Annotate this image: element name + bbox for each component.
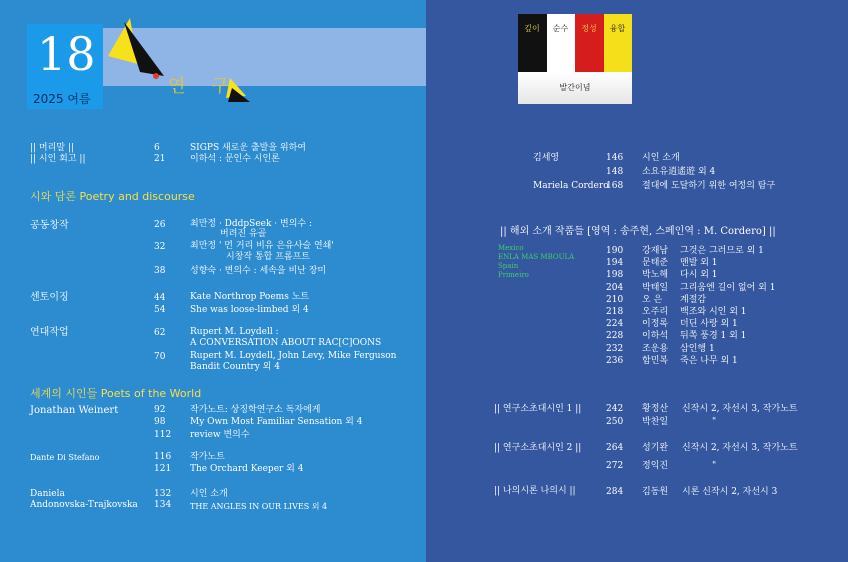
poetry-heading: 시와 담론 Poetry and discourse bbox=[30, 190, 195, 203]
invited-label: || 연구소초대시인 2 || bbox=[494, 443, 582, 453]
entry-title: 최만정 ' 먼 거리 비유 은유사슬 연쇄' bbox=[190, 241, 334, 251]
author-name: 박찬일 bbox=[642, 417, 669, 427]
page-number: 98 bbox=[154, 417, 166, 427]
author-name: 이하석 bbox=[642, 331, 669, 342]
section-label: || 시인 회고 || bbox=[30, 154, 86, 164]
page-number: 132 bbox=[154, 489, 172, 499]
poet-name: Dante Di Stefano bbox=[30, 453, 100, 462]
page-number: 134 bbox=[154, 500, 172, 510]
stripe-black: 깊이 bbox=[518, 14, 547, 72]
page-number: 232 bbox=[606, 343, 624, 354]
entry-title: My Own Most Familiar Sensation 외 4 bbox=[190, 417, 363, 427]
page-number: 121 bbox=[154, 464, 172, 474]
entry-title: 소요유逍遙遊 외 4 bbox=[642, 167, 716, 177]
page-number: 70 bbox=[154, 352, 166, 362]
invited-label: || 연구소초대시인 1 || bbox=[494, 404, 582, 414]
entry-title: 백조와 시인 외 1 bbox=[680, 307, 747, 317]
page-number: 198 bbox=[606, 270, 624, 281]
entry-title: She was loose-limbed 외 4 bbox=[190, 305, 309, 315]
author-name: 문태준 bbox=[642, 258, 669, 269]
poet-name: Jonathan Weinert bbox=[30, 405, 119, 416]
page-number: 112 bbox=[154, 430, 172, 440]
author-name: 오 은 bbox=[642, 294, 663, 305]
translation-heading: || 해외 소개 작품들 [영역 : 송주현, 스페인역 : M. Cordero] || bbox=[500, 226, 776, 237]
author-name: 오주리 bbox=[642, 307, 669, 317]
stripe-white: 순수 bbox=[547, 14, 576, 72]
poet-name: Andonovska-Trajkovska bbox=[30, 500, 138, 510]
page-number: 272 bbox=[606, 461, 624, 471]
author-name: 성기완 bbox=[642, 443, 669, 453]
entry-title: 최만정 · DddpSeek · 변의수 : bbox=[190, 219, 312, 229]
entry-title: 신작시 2, 자선시 3, 작가노트 bbox=[682, 404, 798, 414]
page-number: 218 bbox=[606, 307, 624, 317]
entry-title: 계절감 bbox=[680, 294, 707, 305]
entry-title: 시창작 통합 프롬프트 bbox=[226, 252, 310, 262]
page-number: 26 bbox=[154, 220, 166, 230]
page-number: 32 bbox=[154, 242, 166, 252]
page-number: 284 bbox=[606, 487, 624, 497]
entry-title: 버려진 유골 bbox=[220, 229, 267, 239]
page-number: 194 bbox=[606, 258, 624, 269]
author-name: 이정록 bbox=[642, 319, 669, 330]
red-dot-icon bbox=[153, 73, 159, 79]
entry-title: 더딘 사랑 외 1 bbox=[680, 319, 738, 330]
stripe-yellow: 융합 bbox=[604, 14, 633, 72]
entry-title: 시론 신작시 2, 자선시 3 bbox=[682, 487, 778, 497]
page-number: 54 bbox=[154, 305, 166, 315]
ideology-logo bbox=[518, 14, 632, 104]
section-label: || 머리말 || bbox=[30, 143, 74, 153]
group-label: 센토이징 bbox=[30, 292, 69, 303]
page-number: 62 bbox=[154, 328, 166, 338]
entry-title: 신작시 2, 자선시 3, 작가노트 bbox=[682, 443, 798, 453]
entry-title: 절대에 도달하기 위한 여정의 탐구 bbox=[642, 181, 776, 191]
entry-title: Rupert M. Loydell, John Levy, Mike Ferguson bbox=[190, 351, 397, 361]
page-number: 236 bbox=[606, 355, 624, 366]
author-name: 황정산 bbox=[642, 404, 669, 414]
invited-label: || 나의시론 나의시 || bbox=[494, 486, 576, 496]
group-label: 공동창작 bbox=[30, 220, 69, 231]
entry-title: 다시 외 1 bbox=[680, 270, 718, 281]
page-number: 264 bbox=[606, 443, 624, 453]
page-number: 224 bbox=[606, 319, 624, 330]
stripe-red: 정성 bbox=[575, 14, 604, 72]
entry-title: 이하석 : 문인수 시인론 bbox=[190, 154, 280, 164]
page-number: 38 bbox=[154, 266, 166, 276]
author-name: 조운용 bbox=[642, 343, 669, 354]
entry-title: 죽은 나무 외 1 bbox=[680, 355, 738, 366]
world-heading: 세계의 시인들 Poets of the World bbox=[30, 387, 202, 400]
entry-title: 성향숙 · 변의수 : 세속을 비난 장미 bbox=[190, 266, 327, 276]
issue-season: 2025 여름 bbox=[33, 92, 91, 106]
issue-number: 18 bbox=[37, 27, 96, 81]
page-number: 228 bbox=[606, 331, 624, 342]
group-label: 연대작업 bbox=[30, 327, 69, 338]
page-number: 92 bbox=[154, 405, 166, 415]
page-number: 146 bbox=[606, 153, 624, 163]
logo-caption: 발간이념 bbox=[559, 83, 591, 92]
masthead-subtitle: 연 구 bbox=[168, 76, 239, 97]
author-name: Mariela Cordero bbox=[533, 181, 609, 191]
author-name: 함민복 bbox=[642, 355, 669, 366]
right-page bbox=[426, 0, 848, 562]
green-notes: Mexico ENLA MAS MBOULA Spain Primeiro bbox=[498, 244, 575, 279]
poet-name: Daniela bbox=[30, 489, 65, 499]
entry-title: SIGPS 새로운 출발을 위하여 bbox=[190, 143, 306, 153]
entry-title: " bbox=[712, 461, 717, 471]
page-number: 210 bbox=[606, 294, 624, 305]
entry-title: A CONVERSATION ABOUT RAC[C]OONS bbox=[190, 338, 382, 348]
entry-title: Kate Northrop Poems 노트 bbox=[190, 292, 310, 302]
entry-title: 뒤쪽 풍경 1 외 1 bbox=[680, 331, 747, 342]
page-number: 204 bbox=[606, 282, 624, 293]
author-name: 정익진 bbox=[642, 461, 669, 471]
issue-box bbox=[27, 24, 103, 109]
entry-title: 작가노트: 상징학연구소 독자에게 bbox=[190, 405, 321, 415]
entry-title: review 변의수 bbox=[190, 430, 250, 440]
entry-title: THE ANGLES IN OUR LIVES 외 4 bbox=[190, 502, 328, 511]
page-number: 6 bbox=[154, 143, 160, 153]
page-number: 21 bbox=[154, 154, 166, 164]
page-number: 190 bbox=[606, 246, 624, 256]
entry-title: 그리움엔 길이 없어 외 1 bbox=[680, 282, 776, 293]
entry-title: 맨발 외 1 bbox=[680, 258, 718, 269]
author-name: 김동원 bbox=[642, 487, 669, 497]
entry-title: Bandit Country 외 4 bbox=[190, 362, 280, 372]
author-name: 강재남 bbox=[642, 246, 669, 256]
entry-title: 작가노트 bbox=[190, 452, 225, 462]
entry-title: " bbox=[712, 417, 717, 427]
author-name: 김세영 bbox=[533, 153, 560, 163]
page-number: 242 bbox=[606, 404, 624, 414]
entry-title: 시인 소개 bbox=[190, 489, 228, 499]
page-number: 168 bbox=[606, 181, 624, 191]
entry-title: Rupert M. Loydell : bbox=[190, 327, 279, 337]
page-number: 116 bbox=[154, 452, 172, 462]
author-name: 박태일 bbox=[642, 282, 669, 293]
entry-title: 그것은 그러므로 외 1 bbox=[680, 246, 764, 256]
entry-title: 삼인행 1 bbox=[680, 343, 715, 354]
page-number: 44 bbox=[154, 293, 166, 303]
entry-title: 시인 소개 bbox=[642, 153, 680, 163]
author-name: 박노해 bbox=[642, 270, 669, 281]
page-number: 148 bbox=[606, 167, 624, 177]
page-number: 250 bbox=[606, 417, 624, 427]
entry-title: The Orchard Keeper 외 4 bbox=[190, 464, 304, 474]
